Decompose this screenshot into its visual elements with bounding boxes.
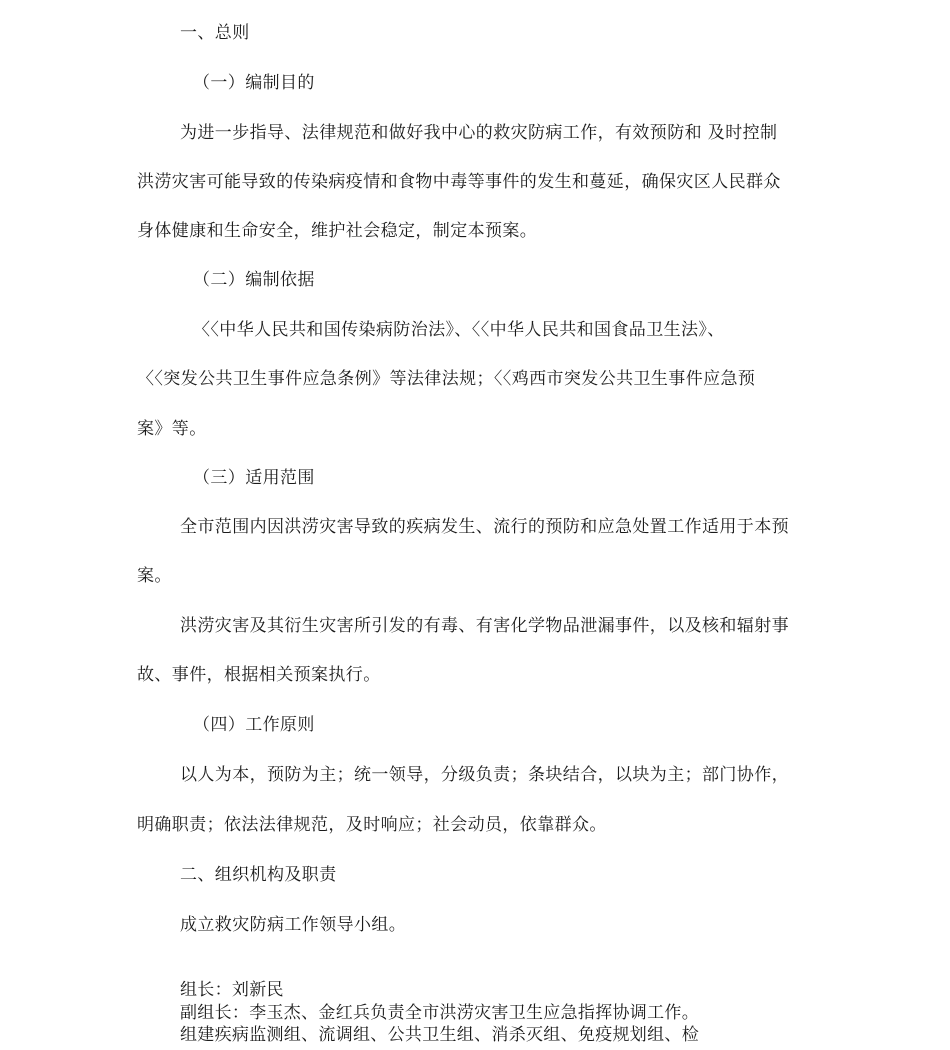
section-heading-organization: 二、组织机构及职责	[180, 865, 337, 885]
subheading-principles: （四）工作原则	[193, 715, 315, 735]
paragraph-principles-line-1: 以人为本，预防为主；统一领导，分级负责；条块结合，以块为主；部门协作，	[180, 765, 789, 785]
paragraph-principles-line-2: 明确职责；依法法律规范，及时响应；社会动员，依靠群众。	[137, 815, 607, 835]
paragraph-derived-disaster-line-1: 洪涝灾害及其衍生灾害所引发的有毒、有害化学物品泄漏事件，以及核和辐射事	[180, 616, 789, 636]
deputy-leader-line: 副组长：李玉杰、金红兵负责全市洪涝灾害卫生应急指挥协调工作。	[180, 1003, 699, 1023]
paragraph-purpose-line-1: 为进一步指导、法律规范和做好我中心的救灾防病工作，有效预防和 及时控制	[180, 123, 778, 143]
paragraph-basis-line-3: 案》等。	[137, 419, 207, 439]
leader-line: 组长：刘新民	[180, 980, 284, 1000]
subheading-scope: （三）适用范围	[193, 468, 315, 488]
paragraph-purpose-line-2: 洪涝灾害可能导致的传染病疫情和食物中毒等事件的发生和蔓延，确保灾区人民群众	[137, 172, 781, 192]
paragraph-leading-group: 成立救灾防病工作领导小组。	[180, 915, 407, 935]
paragraph-scope-line-2: 案。	[137, 566, 172, 586]
subheading-purpose: （一）编制目的	[193, 73, 315, 93]
paragraph-basis-line-2: 〈〈突发公共卫生事件应急条例》等法律法规；〈〈鸡西市突发公共卫生事件应急预	[137, 369, 756, 389]
paragraph-basis-line-1: 〈〈中华人民共和国传染病防治法》、〈〈中华人民共和国食品卫生法》、	[193, 320, 725, 340]
working-groups-line: 组建疾病监测组、流调组、公共卫生组、消杀灭组、免疫规划组、检	[180, 1025, 699, 1045]
section-heading-general: 一、总则	[180, 23, 250, 43]
paragraph-purpose-line-3: 身体健康和生命安全，维护社会稳定，制定本预案。	[137, 221, 538, 241]
subheading-basis: （二）编制依据	[193, 270, 315, 290]
paragraph-scope-line-1: 全市范围内因洪涝灾害导致的疾病发生、流行的预防和应急处置工作适用于本预	[180, 517, 789, 537]
paragraph-derived-disaster-line-2: 故、事件，根据相关预案执行。	[137, 665, 381, 685]
